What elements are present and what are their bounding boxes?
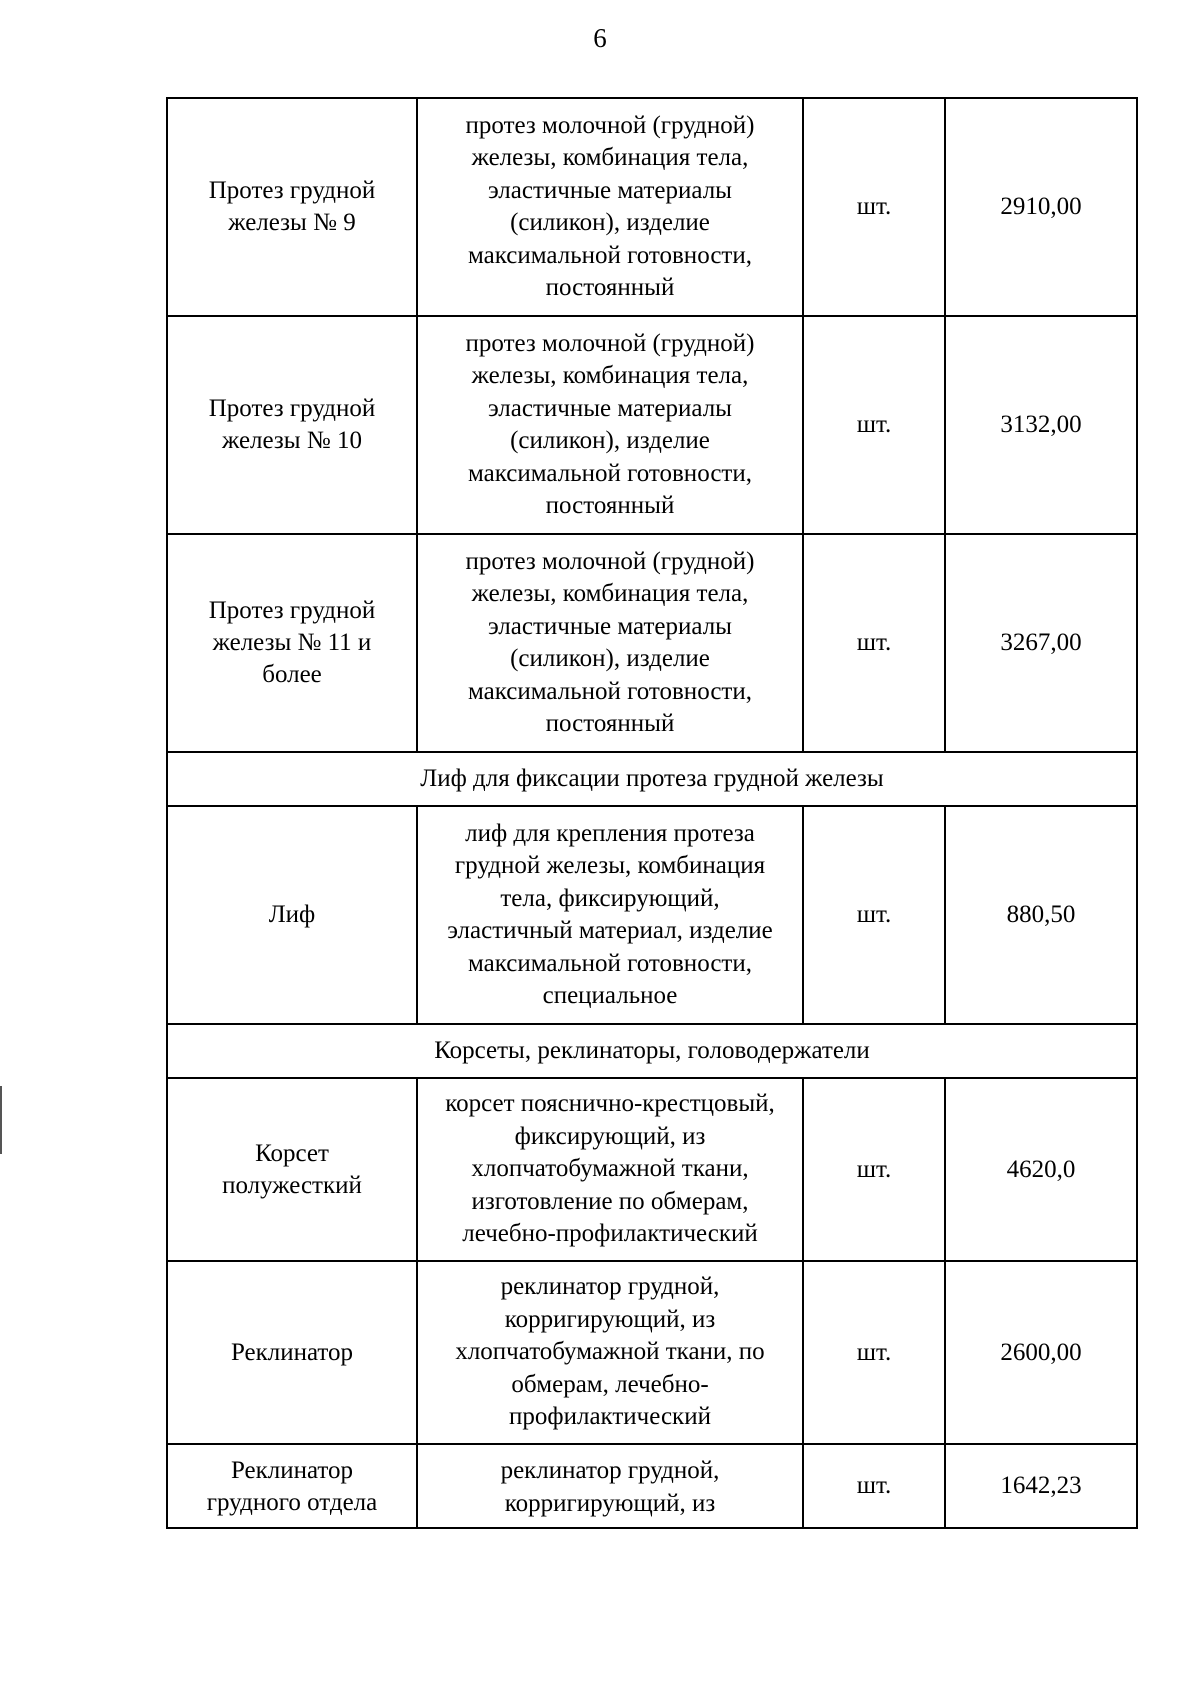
item-description-line: корригирующий, из [504, 1489, 716, 1517]
item-description-line: изготовление по обмерам, [471, 1187, 749, 1215]
table-row [167, 806, 1137, 1024]
item-description [417, 806, 803, 1024]
item-description-line: протез молочной (грудной) [465, 111, 755, 139]
item-description-line: лиф для крепления протеза [465, 819, 755, 847]
item-price-line: 4620,0 [1006, 1155, 1076, 1183]
item-unit-line: шт. [856, 1155, 892, 1183]
item-unit-line: шт. [856, 411, 892, 438]
item-name-line: железы № 11 и [212, 629, 372, 656]
item-description-line: максимальной готовности, [468, 949, 752, 977]
table-row [167, 98, 1137, 316]
item-name [167, 98, 417, 316]
item-name [167, 1078, 417, 1261]
item-price-line: 3267,00 [1000, 629, 1082, 656]
item-price-line: 3132,00 [1000, 411, 1082, 438]
table-row [167, 316, 1137, 534]
item-description-line: (силикон), изделие [510, 209, 710, 236]
item-name-line: Лиф [268, 901, 316, 928]
item-unit [803, 316, 945, 534]
section-header-row [167, 1024, 1137, 1078]
item-unit-line: шт. [856, 193, 892, 220]
item-unit [803, 1444, 945, 1528]
item-description-line: хлопчатобумажной ткани, по [455, 1338, 765, 1366]
table-row [167, 1078, 1137, 1261]
item-description-line: обмерам, лечебно- [511, 1370, 709, 1398]
table-row [167, 534, 1137, 752]
item-price [945, 98, 1137, 316]
item-description [417, 1261, 803, 1444]
item-description-line: (силикон), изделие [510, 645, 710, 672]
item-description-line: постоянный [545, 710, 675, 737]
item-description-line: железы, комбинация тела, [471, 580, 749, 607]
item-description-line: железы, комбинация тела, [471, 144, 749, 171]
item-name-line: Протез грудной [208, 177, 376, 204]
item-name [167, 1444, 417, 1528]
table-body [167, 98, 1137, 1528]
item-description-line: постоянный [545, 492, 675, 519]
item-unit-line: шт. [856, 629, 892, 656]
item-description [417, 98, 803, 316]
item-unit-line: шт. [856, 1472, 892, 1499]
item-description-line: (силикон), изделие [510, 427, 710, 454]
item-description-line: реклинатор грудной, [500, 1273, 720, 1301]
table-row [167, 1261, 1137, 1444]
item-name-line: железы № 9 [228, 209, 356, 236]
item-name-line: полужесткий [222, 1171, 362, 1199]
item-description-line: протез молочной (грудной) [465, 329, 755, 357]
item-description-line: протез молочной (грудной) [465, 547, 755, 575]
item-name-line: Корсет [255, 1139, 329, 1167]
item-name-line: Протез грудной [208, 395, 376, 422]
item-name-line: грудного отдела [206, 1489, 378, 1516]
item-description-line: эластичные материалы [488, 612, 732, 640]
item-price [945, 1261, 1137, 1444]
item-name [167, 316, 417, 534]
item-name-line: железы № 10 [222, 427, 362, 454]
item-description-line: эластичные материалы [488, 176, 732, 204]
item-description-line: максимальной готовности, [468, 459, 752, 487]
item-description-line: профилактический [509, 1403, 711, 1431]
item-price-line: 880,50 [1006, 901, 1076, 928]
item-name-line: Реклинатор [230, 1338, 354, 1366]
item-description-line: эластичные материалы [488, 394, 732, 422]
item-price-line: 2600,00 [1000, 1338, 1082, 1366]
item-unit-line: шт. [856, 1338, 892, 1366]
item-price [945, 1078, 1137, 1261]
section-title: Лиф для фиксации протеза грудной железы [167, 752, 1137, 806]
item-description-line: постоянный [545, 274, 675, 301]
item-description [417, 316, 803, 534]
item-description-line: максимальной готовности, [468, 677, 752, 705]
item-description [417, 534, 803, 752]
item-unit [803, 98, 945, 316]
item-unit [803, 1078, 945, 1261]
item-description [417, 1444, 803, 1528]
item-unit [803, 806, 945, 1024]
item-price [945, 806, 1137, 1024]
item-price-line: 2910,00 [1000, 193, 1082, 220]
item-description-line: лечебно-профилактический [462, 1220, 758, 1248]
item-description-line: максимальной готовности, [468, 241, 752, 269]
item-unit [803, 534, 945, 752]
table-row [167, 1444, 1137, 1528]
item-name-line: Протез грудной [208, 597, 376, 624]
price-table [166, 97, 1138, 1529]
item-price [945, 1444, 1137, 1528]
item-name [167, 806, 417, 1024]
item-name [167, 534, 417, 752]
item-description-line: специальное [542, 982, 678, 1009]
item-description-line: грудной железы, комбинация [454, 852, 766, 879]
page-number: 6 [593, 23, 607, 53]
item-description-line: тела, фиксирующий, [500, 884, 720, 912]
scan-edge-mark [0, 1086, 2, 1154]
item-name-line: более [262, 661, 322, 688]
item-description-line: фиксирующий, из [514, 1122, 706, 1150]
item-description [417, 1078, 803, 1261]
item-price [945, 316, 1137, 534]
item-description-line: эластичный материал, изделие [447, 917, 773, 944]
item-unit-line: шт. [856, 901, 892, 928]
section-title: Корсеты, реклинаторы, головодержатели [167, 1024, 1137, 1078]
item-price [945, 534, 1137, 752]
item-name [167, 1261, 417, 1444]
item-name-line: Реклинатор [230, 1457, 354, 1484]
item-description-line: железы, комбинация тела, [471, 362, 749, 389]
item-unit [803, 1261, 945, 1444]
item-price-line: 1642,23 [1000, 1472, 1082, 1499]
section-header-row [167, 752, 1137, 806]
item-description-line: корсет пояснично-крестцовый, [445, 1090, 775, 1118]
item-description-line: хлопчатобумажной ткани, [471, 1155, 749, 1183]
item-description-line: реклинатор грудной, [500, 1457, 720, 1484]
item-description-line: корригирующий, из [504, 1305, 716, 1333]
